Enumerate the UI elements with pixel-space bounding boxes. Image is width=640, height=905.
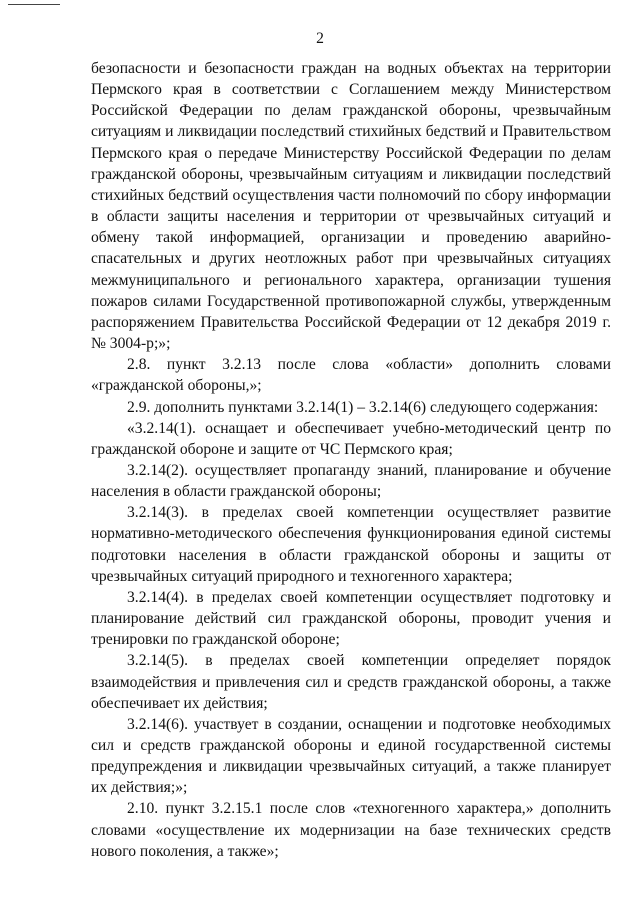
page-number: 2: [316, 30, 324, 47]
paragraph-item-2-8: 2.8. пункт 3.2.13 после слова «области» дополнить словами «гражданской обороны,»;: [91, 356, 611, 395]
paragraph-continuation: безопасности и безопасности граждан на водных объектах на территории Пермского края в соответствии с Соглашением между Министерством Российской Федерации по делам гражданской обороны, чрезвычайным ситуациям и ликвидации последствий стихийных бедствий и Правительством Пермского края о передаче Министерству Российской Федерации по делам гражданской обороны, чрезвычайным ситуациям и ликвидации последствий стихийных бедствий осуществления части полномочий по сбору информации в области защиты населения и территории от чрезвычайных ситуаций и обмену такой информацией, организации и проведению аварийно-спасательных и других неотложных работ при чрезвычайных ситуациях межмуниципального и регионального характера, организации тушения пожаров силами Государственной противопожарной службы, утвержденным распоряжением Правительства Российской Федерации от 12 декабря 2019 г. № 3004-р;»;: [91, 60, 611, 353]
paragraph-item-3-2-14-1: «3.2.14(1). оснащает и обеспечивает учебно-методический центр по гражданской обороне и защите от ЧС Пермского края;: [91, 419, 611, 458]
paragraph-item-2-9: 2.9. дополнить пунктами 3.2.14(1) – 3.2.14(6) следующего содержания:: [127, 398, 599, 416]
paragraph-item-3-2-14-5: 3.2.14(5). в пределах своей компетенции определяет порядок взаимодействия и привлечения сил и средств гражданской обороны, а также обеспечивает их действия;: [91, 652, 611, 712]
paragraph-item-3-2-14-6: 3.2.14(6). участвует в создании, оснащении и подготовке необходимых сил и средств гражданской обороны и единой государственной системы предупреждения и ликвидации чрезвычайных ситуаций, а также планирует их действия;»;: [91, 715, 611, 797]
paragraph-item-3-2-14-2: 3.2.14(2). осуществляет пропаганду знаний, планирование и обучение населения в области гражданской обороны;: [91, 461, 611, 501]
top-edge-rule: [8, 4, 60, 5]
paragraph-item-3-2-14-4: 3.2.14(4). в пределах своей компетенции осуществляет подготовку и планирование действий сил гражданской обороны, проводит учения и тренировки по гражданской обороне;: [91, 588, 611, 649]
paragraph-item-3-2-14-3: 3.2.14(3). в пределах своей компетенции осуществляет развитие нормативно-методического обеспечения функционирования единой системы подготовки населения в области гражданской обороны и защиты от чрезвычайных ситуаций природного и техногенного характера;: [91, 504, 611, 585]
document-body: [91, 58, 611, 862]
paragraph-item-2-10: 2.10. пункт 3.2.15.1 после слов «техногенного характера,» дополнить словами «осуществление их модернизации на базе технических средств нового поколения, а также»;: [91, 800, 611, 860]
